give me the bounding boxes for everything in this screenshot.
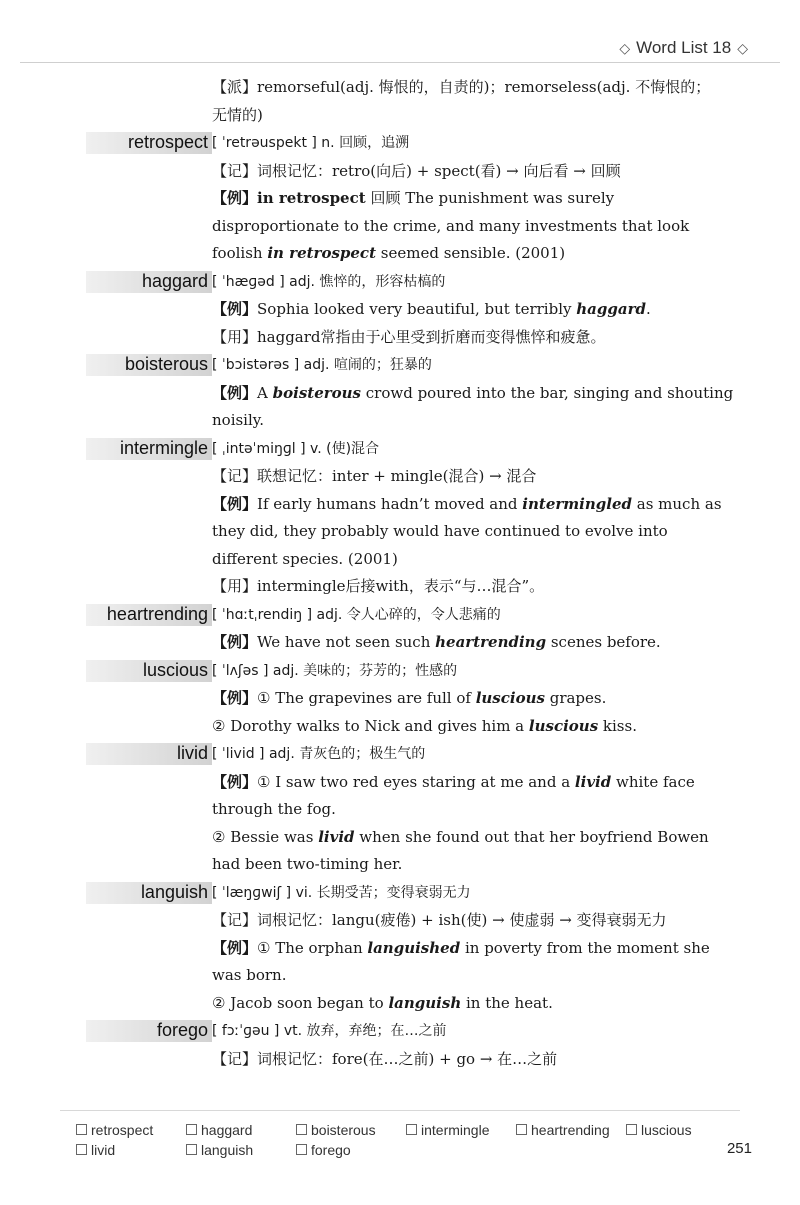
- checklist-item[interactable]: boisterous: [296, 1122, 406, 1138]
- headword: livid: [176, 743, 208, 763]
- example-text: grapes.: [544, 689, 607, 707]
- usage-line: 【用】haggard常指由于心里受到折磨而变得憔悴和疲惫。: [212, 327, 606, 346]
- definition: [ ˈlæŋɡwiʃ ] vi. 长期受苦；变得衰弱无力: [212, 884, 471, 901]
- memo-line: 【记】词根记忆：retro(向后) + spect(看) → 向后看 → 回顾: [212, 161, 621, 180]
- headword: retrospect: [127, 132, 208, 152]
- checkbox-icon[interactable]: [76, 1124, 87, 1135]
- derivative-line: 无情的): [212, 105, 263, 124]
- example-line: [0, 769, 800, 824]
- example-line: [0, 185, 800, 268]
- highlight-word: languished: [367, 938, 461, 957]
- example-text: ② Dorothy walks to Nick and gives him a: [212, 716, 529, 735]
- entry-forego: [0, 1017, 800, 1046]
- example-text: in the heat.: [461, 993, 553, 1012]
- entry-haggard: [0, 268, 800, 297]
- example-text: A: [257, 383, 273, 402]
- headword: haggard: [141, 270, 208, 291]
- memo-line: 【记】联想记忆：inter + mingle(混合) → 混合: [212, 467, 537, 485]
- highlight-word: luscious: [475, 689, 545, 707]
- checklist-item[interactable]: luscious: [626, 1122, 726, 1138]
- page-header: [619, 38, 748, 58]
- example-tag: 【例】: [212, 689, 258, 707]
- headword: heartrending: [106, 603, 208, 624]
- highlight-word: intermingled: [522, 494, 632, 513]
- example-line: [0, 380, 800, 435]
- example-line: [0, 629, 800, 657]
- highlight-word: luscious: [528, 716, 599, 735]
- memo-line: 【记】词根记忆：fore(在…之前) + go → 在…之前: [212, 1049, 558, 1068]
- checkbox-icon[interactable]: [76, 1144, 87, 1155]
- entry-languish: [0, 879, 800, 908]
- example-text: ① I saw two red eyes staring at me and a: [257, 772, 575, 791]
- example-text: ② Bessie was: [212, 827, 319, 846]
- example-line: [0, 935, 800, 990]
- example-text: scenes before.: [546, 633, 661, 651]
- footer-divider: [60, 1110, 740, 1111]
- definition: [ ˈlivid ] adj. 青灰色的；极生气的: [212, 746, 426, 762]
- checkbox-icon[interactable]: [296, 1124, 307, 1135]
- header-divider: [20, 62, 780, 63]
- example-text: If early humans hadn’t moved and: [257, 494, 523, 513]
- example-line: [0, 824, 800, 879]
- example-tag: 【例】: [212, 189, 258, 207]
- example-text: seemed sensible. (2001): [376, 244, 566, 262]
- word-list-title: Word List 18: [636, 38, 732, 57]
- headword: luscious: [142, 659, 208, 680]
- usage-line: 【用】intermingle后接with，表示“与…混合”。: [212, 577, 545, 595]
- example-line: [0, 491, 800, 574]
- example-line: [0, 296, 800, 324]
- example-text: .: [645, 300, 651, 318]
- highlight-word: in retrospect: [267, 244, 376, 262]
- entry-boisterous: [0, 351, 800, 380]
- highlight-word: heartrending: [435, 633, 547, 651]
- entry-retrospect: [0, 129, 800, 158]
- checklist-item[interactable]: heartrending: [516, 1122, 626, 1138]
- highlight-word: livid: [574, 772, 612, 791]
- phrase: in retrospect: [257, 189, 366, 207]
- example-tag: 【例】: [212, 494, 258, 513]
- memo-line: 【记】词根记忆：langu(疲倦) + ish(使) → 使虚弱 → 变得衰弱无力: [212, 911, 667, 929]
- headword: forego: [156, 1020, 208, 1040]
- definition: [ ˈretrəuspekt ] n. 回顾，追溯: [212, 135, 410, 151]
- definition: [ ˈhæɡəd ] adj. 憔悴的，形容枯槁的: [212, 273, 446, 290]
- example-text: ① The orphan: [257, 938, 368, 957]
- example-text: when she found out that her boyfriend Bowen had been two-timing her.: [212, 827, 709, 873]
- example-tag: 【例】: [212, 300, 258, 318]
- example-tag: 【例】: [212, 383, 258, 402]
- headword: boisterous: [124, 354, 208, 374]
- highlight-word: haggard: [576, 300, 646, 318]
- diamond-icon: ◇: [737, 39, 748, 56]
- entry-luscious: [0, 657, 800, 686]
- example-text: kiss.: [598, 716, 637, 735]
- example-text: ② Jacob soon began to: [212, 993, 389, 1012]
- example-tag: 【例】: [212, 938, 258, 957]
- checkbox-icon[interactable]: [296, 1144, 307, 1155]
- entry-heartrending: [0, 601, 800, 630]
- headword: intermingle: [119, 437, 208, 458]
- entry-intermingle: [0, 435, 800, 464]
- definition: [ ˈbɔistərəs ] adj. 喧闹的；狂暴的: [212, 357, 432, 373]
- checklist-item[interactable]: haggard: [186, 1122, 296, 1138]
- highlight-word: boisterous: [272, 383, 361, 402]
- example-text: ① The grapevines are full of: [257, 689, 476, 707]
- example-text: Sophia looked very beautiful, but terribly: [257, 300, 577, 318]
- checkbox-icon[interactable]: [186, 1124, 197, 1135]
- definition: [ fɔːˈɡəu ] vt. 放弃，弃绝；在…之前: [212, 1023, 447, 1039]
- checkbox-icon[interactable]: [516, 1124, 527, 1135]
- checklist-item[interactable]: languish: [186, 1142, 296, 1158]
- highlight-word: languish: [388, 993, 462, 1012]
- checkbox-icon[interactable]: [406, 1124, 417, 1135]
- word-entries: [0, 74, 800, 1073]
- highlight-word: livid: [318, 827, 355, 846]
- checklist-item[interactable]: retrospect: [76, 1122, 186, 1138]
- example-line: [0, 685, 800, 713]
- example-tag: 【例】: [212, 633, 258, 651]
- checkbox-icon[interactable]: [626, 1124, 637, 1135]
- definition: [ ˌintəˈmiŋɡl ] v. (使)混合: [212, 440, 380, 457]
- definition: [ ˈhɑːtˌrendiŋ ] adj. 令人心碎的，令人悲痛的: [212, 606, 501, 623]
- entry-livid: [0, 740, 800, 769]
- checklist-item[interactable]: intermingle: [406, 1122, 516, 1138]
- example-text: The punishment was surely disproportionate to the crime, and many investments that look foolish: [212, 189, 690, 262]
- example-text: white face through the fog.: [212, 772, 695, 818]
- example-text: as much as they did, they probably would have continued to evolve into different species. (2001): [212, 494, 722, 568]
- review-checklist: [76, 1122, 716, 1158]
- example-tag: 【例】: [212, 772, 258, 791]
- checkbox-icon[interactable]: [186, 1144, 197, 1155]
- diamond-icon: ◇: [619, 39, 631, 56]
- headword: languish: [140, 881, 208, 902]
- checklist-item[interactable]: livid: [76, 1142, 186, 1158]
- checklist-item[interactable]: forego: [296, 1142, 406, 1158]
- phrase-translation: 回顾: [365, 189, 406, 207]
- example-text: in poverty from the moment she was born.: [212, 938, 710, 984]
- example-line: [0, 990, 800, 1018]
- derivative-line: 【派】remorseful(adj. 悔恨的，自责的)；remorseless(adj. 不悔恨的；: [212, 78, 711, 96]
- definition: [ ˈlʌʃəs ] adj. 美味的；芬芳的；性感的: [212, 662, 458, 679]
- example-text: crowd poured into the bar, singing and shouting noisily.: [212, 383, 734, 429]
- page-number: 251: [726, 1140, 752, 1157]
- example-text: We have not seen such: [257, 633, 436, 651]
- example-line: [0, 713, 800, 741]
